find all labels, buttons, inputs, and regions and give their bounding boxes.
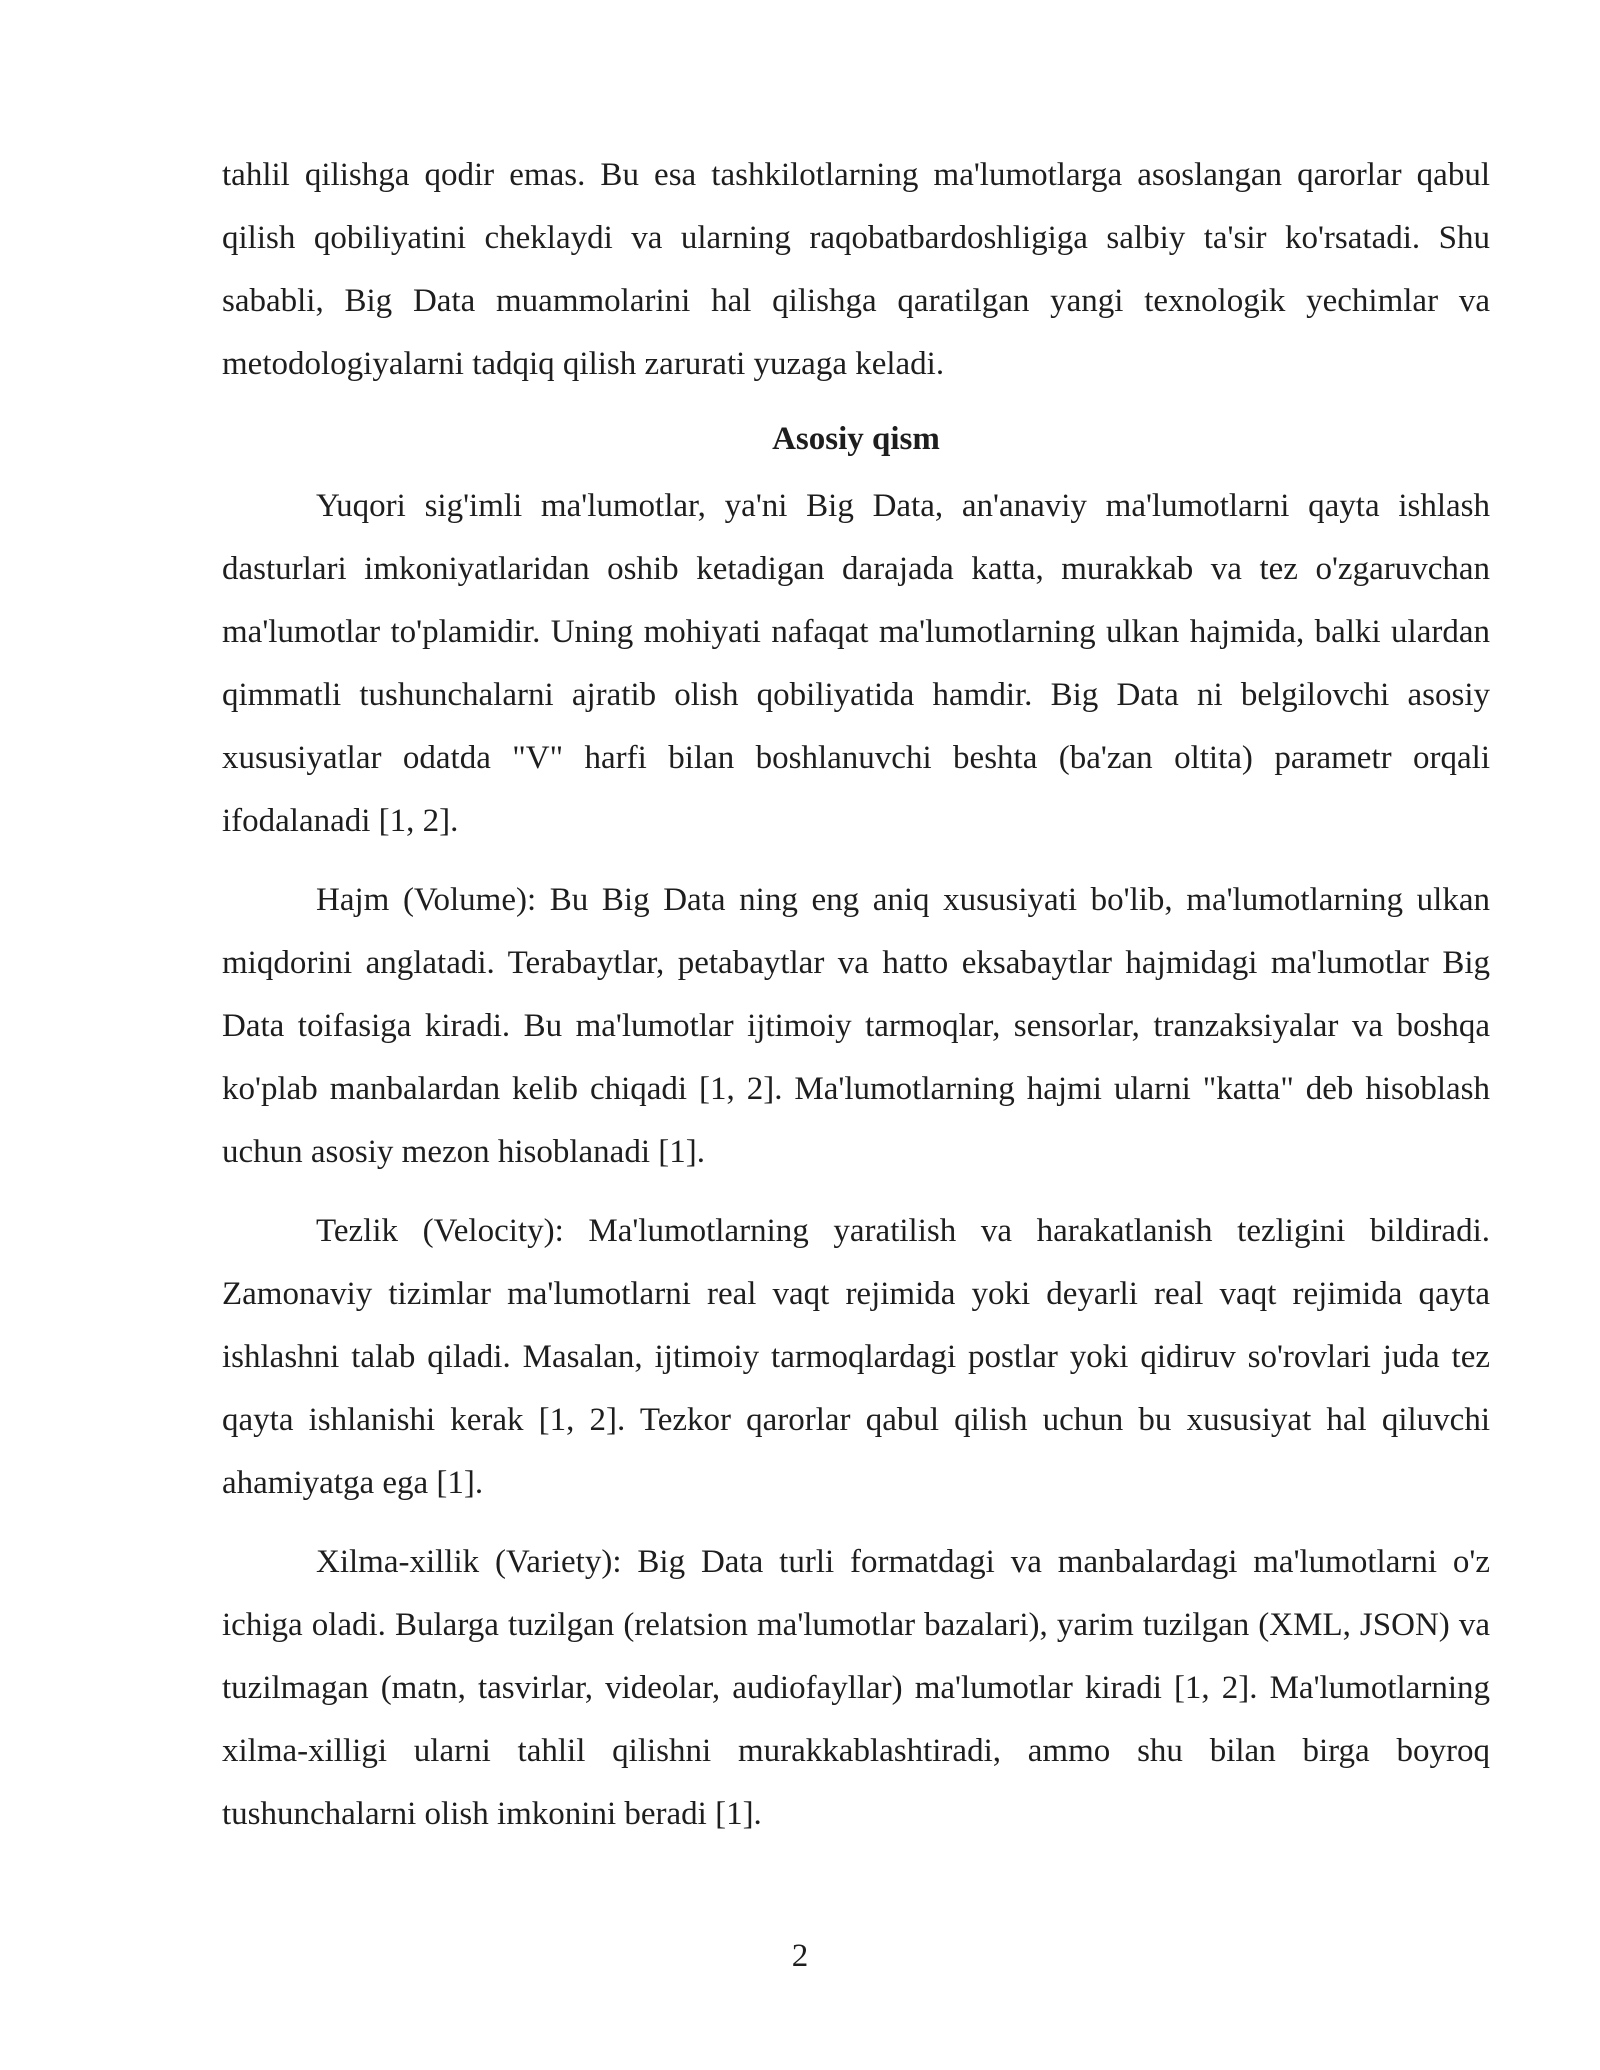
paragraph-definition: Yuqori sig'imli ma'lumotlar, ya'ni Big Data, an'anaviy ma'lumotlarni qayta ishlash dasturlari imkoniyatlaridan oshib ketadigan darajada katta, murakkab va tez o'zgaruvchan ma'lumotlar to'plamidir. Uning mohiyati nafaqat ma'lumotlarning ulkan hajmida, balki ulardan qimmatli tushunchalarni ajratib olish qobiliyatida hamdir. Big Data ni belgilovchi asosiy xususiyatlar odatda "V" harfi bilan boshlanuvchi beshta (ba'zan oltita) parametr orqali ifodalanadi [1, 2]. xyxy=(222,488,1490,839)
section-heading: Asosiy qism xyxy=(772,421,940,457)
paragraph-velocity: Tezlik (Velocity): Ma'lumotlarning yaratilish va harakatlanish tezligini bildiradi. Zamonaviy tizimlar ma'lumotlarni real vaqt rejimida yoki deyarli real vaqt rejimida qayta ishlashni talab qiladi. Masalan, ijtimoiy tarmoqlardagi postlar yoki qidiruv so'rovlari juda tez qayta ishlanishi kerak [1, 2]. Tezkor qarorlar qabul qilish uchun bu xususiyat hal qiluvchi ahamiyatga ega [1]. xyxy=(222,1213,1490,1501)
page-number: 2 xyxy=(791,1938,809,1974)
paragraph-variety: Xilma-xillik (Variety): Big Data turli formatdagi va manbalardagi ma'lumotlarni o'z ichiga oladi. Bularga tuzilgan (relatsion ma'lumotlar bazalari), yarim tuzilgan (XML, JSON) va tuzilmagan (matn, tasvirlar, videolar, audiofayllar) ma'lumotlar kiradi [1, 2]. Ma'lumotlarning xilma-xilligi ularni tahlil qilishni murakkablashtiradi, ammo shu bilan birga boyroq tushunchalarni olish imkonini beradi [1]. xyxy=(222,1544,1490,1832)
intro-paragraph: tahlil qilishga qodir emas. Bu esa tashkilotlarning ma'lumotlarga asoslangan qarorlar qabul qilish qobiliyatini cheklaydi va ularning raqobatbardoshligiga salbiy ta'sir ko'rsatadi. Shu sababli, Big Data muammolarini hal qilishga qaratilgan yangi texnologik yechimlar va metodologiyalarni tadqiq qilish zarurati yuzaga keladi. xyxy=(222,157,1490,382)
page-body xyxy=(222,144,1490,1846)
paragraph-volume: Hajm (Volume): Bu Big Data ning eng aniq xususiyati bo'lib, ma'lumotlarning ulkan miqdorini anglatadi. Terabaytlar, petabaytlar va hatto eksabaytlar hajmidagi ma'lumotlar Big Data toifasiga kiradi. Bu ma'lumotlar ijtimoiy tarmoqlar, sensorlar, tranzaksiyalar va boshqa ko'plab manbalardan kelib chiqadi [1, 2]. Ma'lumotlarning hajmi ularni "katta" deb hisoblash uchun asosiy mezon hisoblanadi [1]. xyxy=(222,882,1490,1170)
